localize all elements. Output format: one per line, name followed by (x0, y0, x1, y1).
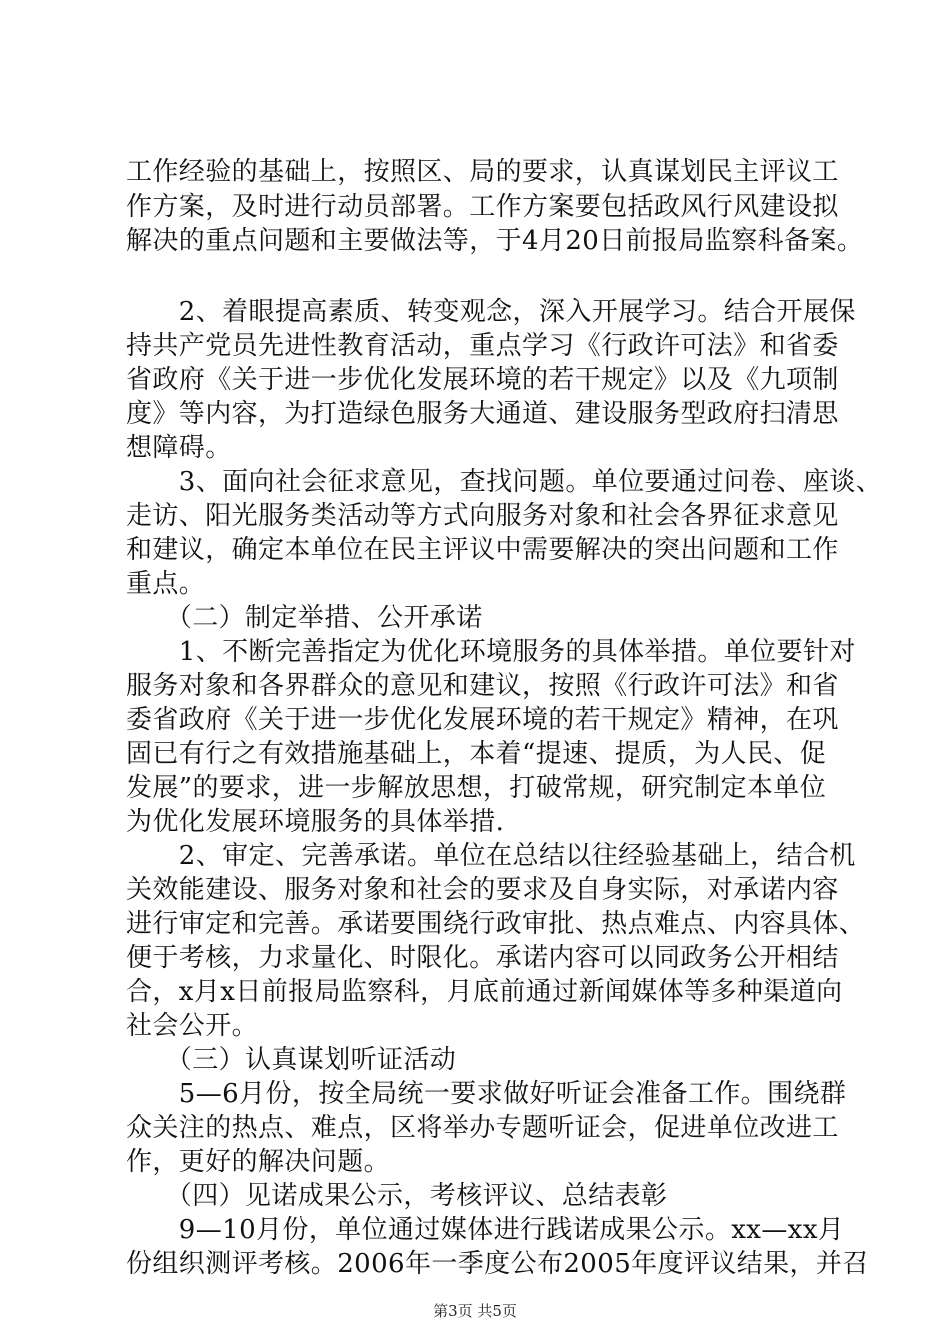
body-text-line: 2、审定、完善承诺。单位在总结以往经验基础上，结合机 (126, 841, 856, 871)
body-text-line: 为优化发展环境服务的具体举措. (126, 807, 505, 837)
body-text-line: 重点。 (126, 569, 206, 599)
body-text-line: 9—10月份，单位通过媒体进行践诺成果公示。xx—xx月 (126, 1215, 845, 1245)
body-text-line: 便于考核，力求量化、时限化。承诺内容可以同政务公开相结 (126, 943, 839, 973)
section-heading: （二）制定举措、公开承诺 (126, 603, 483, 633)
body-text-line: 3、面向社会征求意见，查找问题。单位要通过问卷、座谈、 (126, 467, 883, 497)
body-text-line: 份组织测评考核。2006年一季度公布2005年度评议结果，并召 (126, 1249, 869, 1279)
body-text-line: 持共产党员先进性教育活动，重点学习《行政许可法》和省委 (126, 331, 839, 361)
body-text-line: 1、不断完善指定为优化环境服务的具体举措。单位要针对 (126, 637, 856, 667)
body-text-line: 发展”的要求，进一步解放思想，打破常规，研究制定本单位 (126, 773, 827, 803)
body-text-line: 度》等内容，为打造绿色服务大通道、建设服务型政府扫清思 (126, 399, 839, 429)
body-text-line: 委省政府《关于进一步优化发展环境的若干规定》精神，在巩 (126, 705, 839, 735)
body-text-line: 关效能建设、服务对象和社会的要求及自身实际，对承诺内容 (126, 875, 839, 905)
body-text-line: 合，x月x日前报局监察科，月底前通过新闻媒体等多种渠道向 (126, 977, 843, 1007)
body-text-line: 社会公开。 (126, 1011, 259, 1041)
body-text-line: 固已有行之有效措施基础上，本着“提速、提质，为人民、促 (126, 739, 827, 769)
body-text-line: 进行审定和完善。承诺要围绕行政审批、热点难点、内容具体、 (126, 909, 866, 939)
body-text-line: 服务对象和各界群众的意见和建议，按照《行政许可法》和省 (126, 671, 839, 701)
body-text-line: 5—6月份，按全局统一要求做好听证会准备工作。围绕群 (126, 1079, 847, 1109)
body-text-line: 作方案，及时进行动员部署。工作方案要包括政风行风建设拟 (126, 192, 839, 222)
body-text-line: 和建议，确定本单位在民主评议中需要解决的突出问题和工作 (126, 535, 839, 565)
body-text-line: 众关注的热点、难点，区将举办专题听证会，促进单位改进工 (126, 1113, 839, 1143)
body-text-line: 走访、阳光服务类活动等方式向服务对象和社会各界征求意见 (126, 501, 839, 531)
body-text-line: 想障碍。 (126, 433, 232, 463)
body-text-line: 作，更好的解决问题。 (126, 1147, 391, 1177)
section-heading: （四）见诺成果公示，考核评议、总结表彰 (126, 1181, 668, 1211)
page-footer: 第3页 共5页 (433, 1302, 517, 1320)
body-text-line: 2、着眼提高素质、转变观念，深入开展学习。结合开展保 (126, 297, 856, 327)
body-text-line: 解决的重点问题和主要做法等，于4月20日前报局监察科备案。 (126, 226, 864, 256)
body-text-line: 省政府《关于进一步优化发展环境的若干规定》以及《九项制 (126, 365, 839, 395)
body-text-line: 工作经验的基础上，按照区、局的要求，认真谋划民主评议工 (126, 157, 839, 187)
section-heading: （三）认真谋划听证活动 (126, 1045, 457, 1075)
